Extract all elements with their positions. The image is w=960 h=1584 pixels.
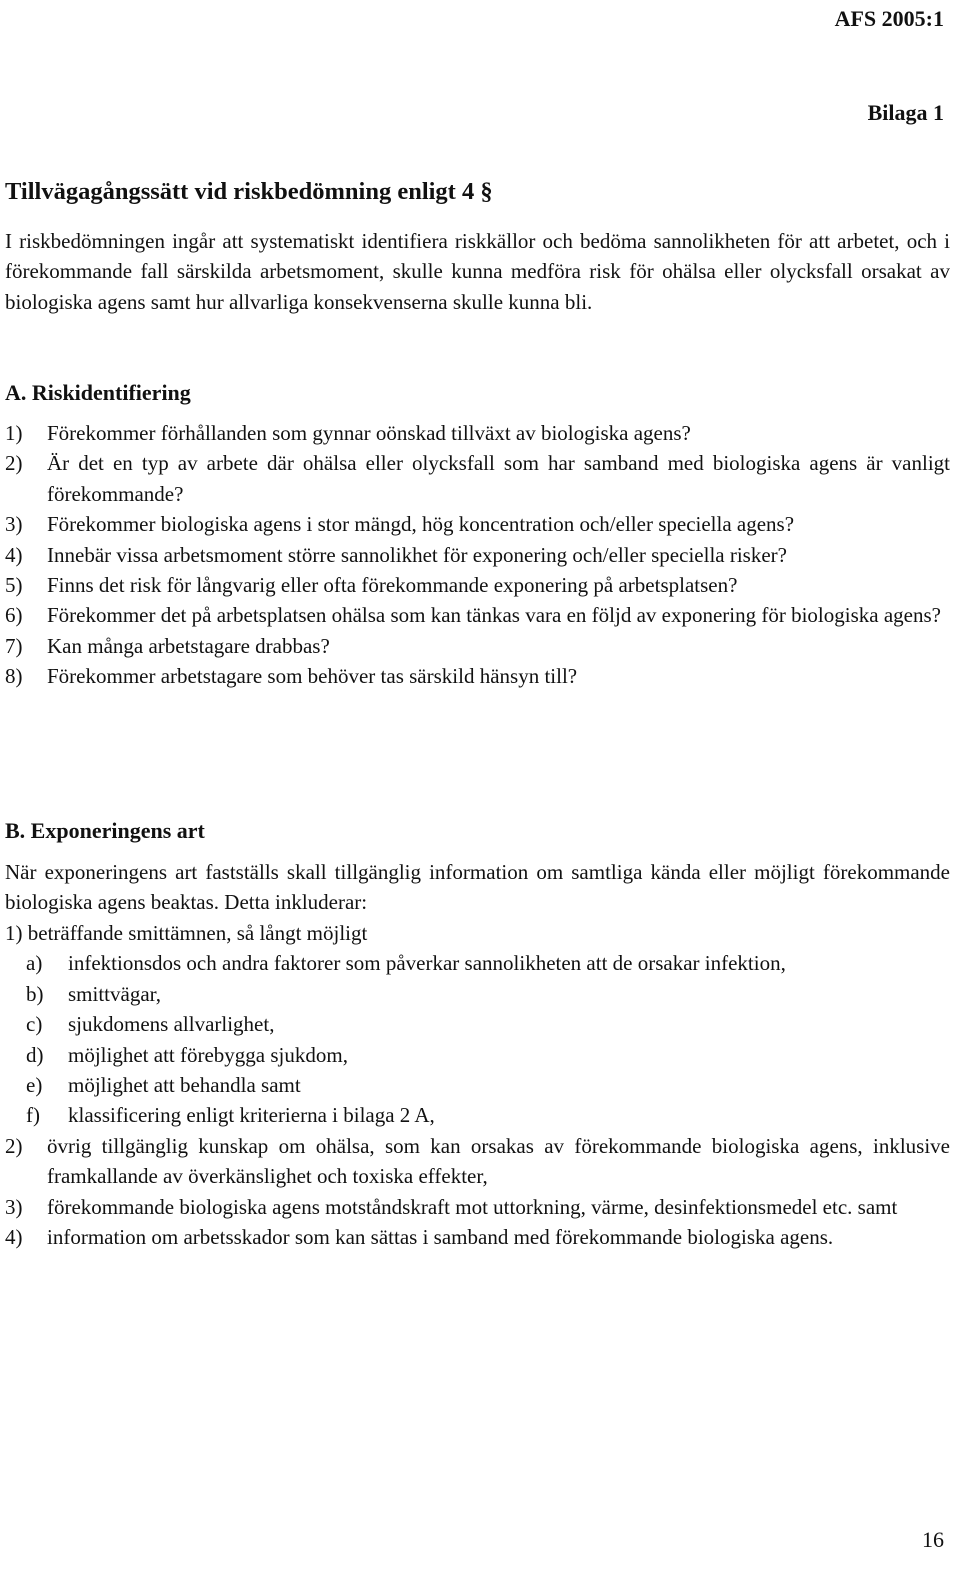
list-item xyxy=(5,661,950,691)
section-a-heading: A. Riskidentifiering xyxy=(5,380,191,405)
item-number: 6) xyxy=(5,603,23,628)
section-a-list xyxy=(5,418,950,692)
list-item xyxy=(5,570,950,600)
item-number: 3) xyxy=(5,512,23,537)
sub-list-item xyxy=(26,1040,950,1070)
item-text: Kan många arbetstagare drabbas? xyxy=(47,633,330,658)
item-text: förekommande biologiska agens motståndskraft mot uttorkning, värme, desinfektionsmedel etc. samt xyxy=(47,1194,898,1219)
list-item xyxy=(5,540,950,570)
item-number: 1) xyxy=(5,421,23,445)
document-page xyxy=(5,0,950,1584)
item-number: 5) xyxy=(5,573,23,598)
item-number: 4) xyxy=(5,542,23,567)
item-text: Förekommer biologiska agens i stor mängd, hög koncentration och/eller speciella agens? xyxy=(47,512,795,537)
sub-list-item xyxy=(26,979,950,1009)
item-text: information om arbetsskador som kan sättas i samband med förekommande biologiska agens. xyxy=(47,1225,834,1250)
list-item xyxy=(5,1222,950,1252)
item-text: Finns det risk för långvarig eller ofta förekommande exponering på arbetsplatsen? xyxy=(47,573,738,598)
sub-item-letter: e) xyxy=(26,1073,43,1098)
sub-item-letter: a) xyxy=(26,951,43,976)
list-item xyxy=(5,1131,950,1192)
item-text: Är det en typ av arbete där ohälsa eller olycksfall som har samband med biologiska agens är vanligt förekommande? xyxy=(47,451,950,506)
sub-item-text: sjukdomens allvarlighet, xyxy=(68,1012,275,1037)
page-title: Tillvägagångssätt vid riskbedömning enligt 4 § xyxy=(5,178,493,205)
document-id: AFS 2005:1 xyxy=(834,6,944,31)
item-text: Förekommer arbetstagare som behöver tas särskild hänsyn till? xyxy=(47,664,578,689)
annex-label: Bilaga 1 xyxy=(867,100,944,125)
sub-item-text: infektionsdos och andra faktorer som påverkar sannolikheten att de orsakar infektion, xyxy=(68,951,786,976)
section-b-intro: När exponeringens art fastställs skall tillgänglig information om samtliga kända eller möjligt förekommande biologiska agens beaktas. Detta inkluderar: xyxy=(5,860,950,915)
sub-list-item xyxy=(26,1009,950,1039)
item-number: 3) xyxy=(5,1194,23,1219)
sub-list-item xyxy=(26,1100,950,1130)
item-text: Förekommer det på arbetsplatsen ohälsa som kan tänkas vara en följd av exponering för biologiska agens? xyxy=(47,603,941,628)
item-text: övrig tillgänglig kunskap om ohälsa, som kan orsakas av förekommande biologiska agens, inklusive framkallande av överkänslighet och toxiska effekter, xyxy=(47,1133,950,1189)
sub-item-letter: c) xyxy=(26,1012,43,1037)
list-item xyxy=(5,600,950,630)
list-item xyxy=(5,631,950,661)
list-item xyxy=(5,448,950,509)
item-number: 4) xyxy=(5,1225,23,1250)
item-number: 2) xyxy=(5,1133,23,1158)
sub-list xyxy=(26,948,950,1130)
item-number: 7) xyxy=(5,633,23,658)
sub-item-text: möjlighet att behandla samt xyxy=(68,1073,301,1098)
list-item xyxy=(5,418,950,448)
section-b-heading: B. Exponeringens art xyxy=(5,818,205,843)
sub-item-letter: b) xyxy=(26,981,44,1006)
page-number: 16 xyxy=(922,1527,944,1552)
section-b-list xyxy=(5,918,950,1252)
sub-list-item xyxy=(26,1070,950,1100)
sub-item-text: smittvägar, xyxy=(68,981,162,1006)
sub-item-text: klassificering enligt kriterierna i bilaga 2 A, xyxy=(68,1103,435,1128)
item-lead: 1) beträffande smittämnen, så långt möjligt xyxy=(5,921,368,945)
intro-paragraph: I riskbedömningen ingår att systematiskt identifiera riskkällor och bedöma sannolikheten för att arbetet, och i förekommande fall särskilda arbetsmoment, skulle kunna medföra risk för ohälsa eller olycksfall orsakat av biologiska agens samt hur allvarliga konsekvenserna skulle kunna bli. xyxy=(5,229,950,314)
sub-item-letter: f) xyxy=(26,1103,40,1128)
list-item xyxy=(5,1192,950,1222)
sub-list-item xyxy=(26,948,950,978)
sub-item-text: möjlighet att förebygga sjukdom, xyxy=(68,1042,348,1067)
item-text: Förekommer förhållanden som gynnar oönskad tillväxt av biologiska agens? xyxy=(47,421,691,445)
item-number: 2) xyxy=(5,451,23,476)
list-item xyxy=(5,509,950,539)
item-text: Innebär vissa arbetsmoment större sannolikhet för exponering och/eller speciella risker? xyxy=(47,542,787,567)
item-number: 8) xyxy=(5,664,23,689)
sub-item-letter: d) xyxy=(26,1042,44,1067)
list-item xyxy=(5,918,950,1131)
